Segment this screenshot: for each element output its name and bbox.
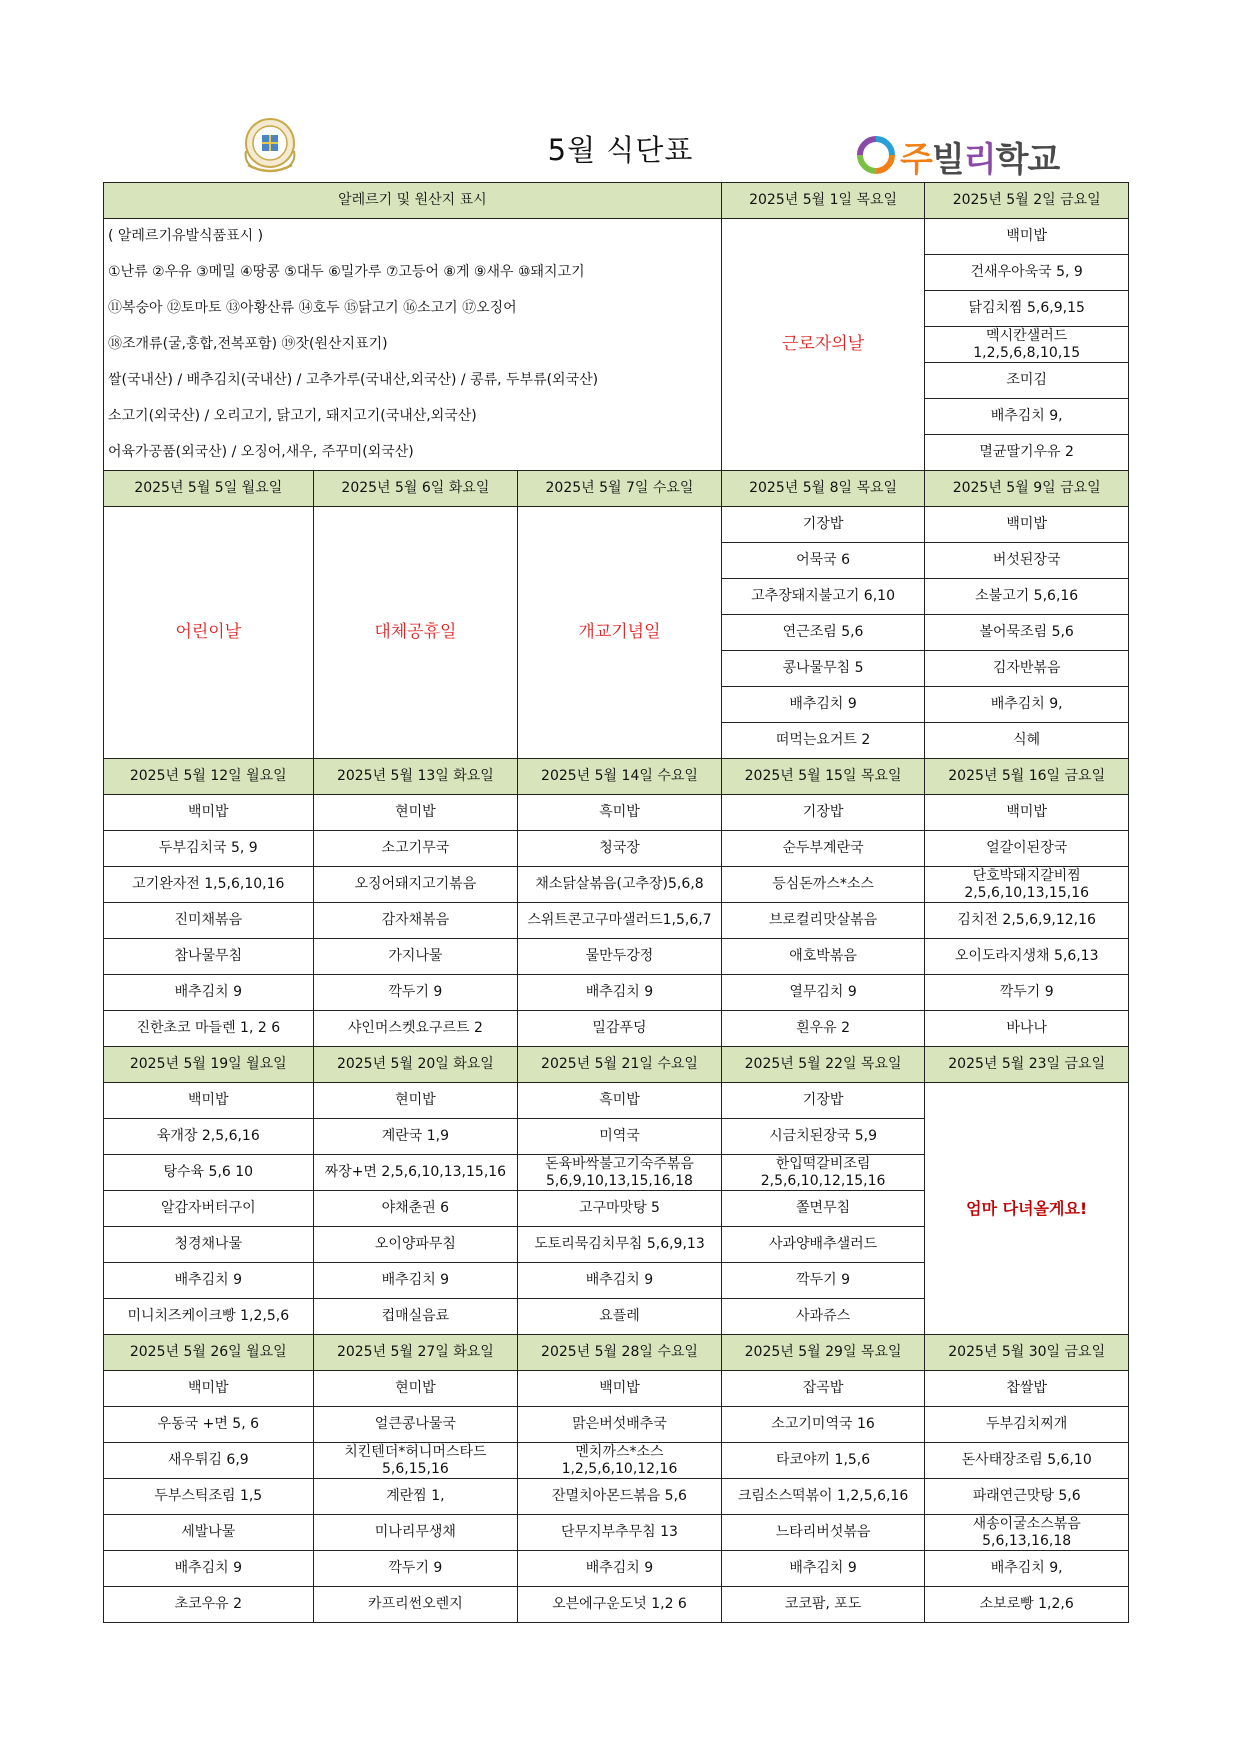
menu-cell: 건새우아욱국 5, 9 [925,255,1129,291]
menu-cell: 가지나물 [313,939,518,975]
allergy-line: 소고기(외국산) / 오리고기, 닭고기, 돼지고기(국내산,외국산) [104,399,722,435]
menu-cell: 오이도라지생채 5,6,13 [925,939,1129,975]
allergy-line: 쌀(국내산) / 배추김치(국내산) / 고추가루(국내산,외국산) / 콩류, 두부류(외국산) [104,363,722,399]
menu-cell: 컵매실음료 [313,1299,518,1335]
day-header: 2025년 5월 2일 금요일 [925,183,1129,219]
holiday-note: 대체공휴일 [313,507,518,759]
menu-cell: 백미밥 [925,219,1129,255]
menu-cell: 잡곡밥 [721,1371,925,1407]
day-header: 2025년 5월 6일 화요일 [313,471,518,507]
menu-cell: 돈사태장조림 5,6,10 [925,1443,1129,1479]
menu-cell: 배추김치 9 [721,1551,925,1587]
menu-cell: 단무지부추무침 13 [518,1515,722,1551]
menu-cell: 배추김치 9 [721,687,925,723]
menu-cell: 현미밥 [313,795,518,831]
menu-cell: 배추김치 9, [925,399,1129,435]
menu-cell: 새송이굴소스볶음 5,6,13,16,18 [925,1515,1129,1551]
menu-cell: 기장밥 [721,507,925,543]
day-header: 2025년 5월 22일 목요일 [721,1047,925,1083]
menu-cell: 잔멸치아몬드볶음 5,6 [518,1479,722,1515]
menu-cell: 얼큰콩나물국 [313,1407,518,1443]
menu-cell: 멸균딸기우유 2 [925,435,1129,471]
menu-cell: 샤인머스켓요구르트 2 [313,1011,518,1047]
menu-cell: 탕수육 5,6 10 [104,1155,314,1191]
menu-cell: 도토리묵김치무침 5,6,9,13 [518,1227,722,1263]
allergy-line: 어육가공품(외국산) / 오징어,새우, 주꾸미(외국산) [104,435,722,471]
menu-cell: 백미밥 [518,1371,722,1407]
menu-cell: 배추김치 9 [518,1263,722,1299]
allergy-line: ①난류 ②우유 ③메밀 ④땅콩 ⑤대두 ⑥밀가루 ⑦고등어 ⑧게 ⑨새우 ⑩돼지고기 [104,255,722,291]
day-header: 2025년 5월 9일 금요일 [925,471,1129,507]
day-header: 2025년 5월 15일 목요일 [721,759,925,795]
menu-cell: 배추김치 9 [104,1263,314,1299]
day-header: 2025년 5월 30일 금요일 [925,1335,1129,1371]
school-logo-text: 주빌리학교 [900,140,1060,180]
menu-cell: 떠먹는요거트 2 [721,723,925,759]
menu-cell: 볼어묵조림 5,6 [925,615,1129,651]
menu-cell: 두부김치국 5, 9 [104,831,314,867]
day-header: 2025년 5월 14일 수요일 [518,759,722,795]
menu-cell: 백미밥 [925,795,1129,831]
day-header: 2025년 5월 7일 수요일 [518,471,722,507]
menu-cell: 소고기미역국 16 [721,1407,925,1443]
menu-cell: 연근조림 5,6 [721,615,925,651]
menu-cell: 오이양파무침 [313,1227,518,1263]
menu-cell: 채소닭살볶음(고추장)5,6,8 [518,867,722,903]
menu-cell: 백미밥 [104,1083,314,1119]
menu-cell: 깍두기 9 [925,975,1129,1011]
day-header: 2025년 5월 23일 금요일 [925,1047,1129,1083]
day-header: 2025년 5월 21일 수요일 [518,1047,722,1083]
menu-cell: 흰우유 2 [721,1011,925,1047]
menu-cell: 코코팜, 포도 [721,1587,925,1623]
menu-cell: 깍두기 9 [313,1551,518,1587]
menu-cell: 크림소스떡볶이 1,2,5,6,16 [721,1479,925,1515]
menu-cell: 한입떡갈비조림 2,5,6,10,12,15,16 [721,1155,925,1191]
menu-cell: 타코야끼 1,5,6 [721,1443,925,1479]
menu-cell: 조미김 [925,363,1129,399]
menu-cell: 쫄면무침 [721,1191,925,1227]
menu-cell: 열무김치 9 [721,975,925,1011]
menu-cell: 카프리썬오렌지 [313,1587,518,1623]
day-header: 2025년 5월 20일 화요일 [313,1047,518,1083]
menu-cell: 콩나물무침 5 [721,651,925,687]
menu-cell: 현미밥 [313,1371,518,1407]
day-header: 2025년 5월 12일 월요일 [104,759,314,795]
menu-cell: 초코우유 2 [104,1587,314,1623]
menu-cell: 깍두기 9 [313,975,518,1011]
menu-cell: 진미채볶음 [104,903,314,939]
allergy-line: ( 알레르기유발식품표시 ) [104,219,722,255]
menu-cell: 배추김치 9, [925,687,1129,723]
menu-cell: 요플레 [518,1299,722,1335]
menu-cell: 김치전 2,5,6,9,12,16 [925,903,1129,939]
menu-cell: 미역국 [518,1119,722,1155]
menu-cell: 미니치즈케이크빵 1,2,5,6 [104,1299,314,1335]
day-header: 2025년 5월 26일 월요일 [104,1335,314,1371]
menu-cell: 물만두강정 [518,939,722,975]
day-header: 2025년 5월 16일 금요일 [925,759,1129,795]
menu-cell: 순두부계란국 [721,831,925,867]
menu-cell: 고구마맛탕 5 [518,1191,722,1227]
menu-cell: 새우튀김 6,9 [104,1443,314,1479]
menu-cell: 현미밥 [313,1083,518,1119]
menu-cell: 진한초코 마들렌 1, 2 6 [104,1011,314,1047]
menu-cell: 바나나 [925,1011,1129,1047]
menu-cell: 파래연근맛탕 5,6 [925,1479,1129,1515]
menu-cell: 육개장 2,5,6,16 [104,1119,314,1155]
menu-cell: 알감자버터구이 [104,1191,314,1227]
menu-cell: 배추김치 9, [925,1551,1129,1587]
menu-cell: 애호박볶음 [721,939,925,975]
menu-cell: 사과양배추샐러드 [721,1227,925,1263]
menu-cell: 청경채나물 [104,1227,314,1263]
menu-cell: 얼갈이된장국 [925,831,1129,867]
menu-cell: 흑미밥 [518,795,722,831]
menu-cell: 백미밥 [104,1371,314,1407]
menu-cell: 깍두기 9 [721,1263,925,1299]
menu-cell: 배추김치 9 [518,1551,722,1587]
menu-cell: 사과쥬스 [721,1299,925,1335]
menu-cell: 계란찜 1, [313,1479,518,1515]
menu-cell: 기장밥 [721,795,925,831]
menu-cell: 오징어돼지고기볶음 [313,867,518,903]
meal-table [103,182,1129,1623]
menu-cell: 멕시칸샐러드 1,2,5,6,8,10,15 [925,327,1129,363]
day-header: 2025년 5월 5일 월요일 [104,471,314,507]
menu-cell: 청국장 [518,831,722,867]
menu-cell: 식혜 [925,723,1129,759]
menu-cell: 버섯된장국 [925,543,1129,579]
menu-cell: 멘치까스*소스 1,2,5,6,10,12,16 [518,1443,722,1479]
jubilee-logo-icon [857,136,895,174]
menu-cell: 우동국 +면 5, 6 [104,1407,314,1443]
menu-cell: 백미밥 [925,507,1129,543]
special-note: 엄마 다녀올게요! [925,1083,1129,1335]
day-header: 2025년 5월 1일 목요일 [721,183,925,219]
menu-cell: 브로컬리맛살볶음 [721,903,925,939]
allergy-line: ⑪복숭아 ⑫토마토 ⑬아황산류 ⑭호두 ⑮닭고기 ⑯소고기 ⑰오징어 [104,291,722,327]
menu-cell: 밀감푸딩 [518,1011,722,1047]
menu-cell: 닭김치찜 5,6,9,15 [925,291,1129,327]
menu-cell: 소고기무국 [313,831,518,867]
menu-cell: 두부김치찌개 [925,1407,1129,1443]
menu-cell: 배추김치 9 [518,975,722,1011]
holiday-note: 개교기념일 [518,507,722,759]
page-title: 5월 식단표 [547,133,694,167]
menu-cell: 소불고기 5,6,16 [925,579,1129,615]
menu-cell: 흑미밥 [518,1083,722,1119]
menu-cell: 소보로빵 1,2,6 [925,1587,1129,1623]
holiday-note: 근로자의날 [721,219,925,471]
menu-cell: 돈육바싹불고기숙주볶음 5,6,9,10,13,15,16,18 [518,1155,722,1191]
menu-cell: 느타리버섯볶음 [721,1515,925,1551]
allergy-header: 알레르기 및 원산지 표시 [104,183,722,219]
day-header: 2025년 5월 28일 수요일 [518,1335,722,1371]
menu-cell: 세발나물 [104,1515,314,1551]
menu-cell: 기장밥 [721,1083,925,1119]
menu-cell: 고기완자전 1,5,6,10,16 [104,867,314,903]
day-header: 2025년 5월 29일 목요일 [721,1335,925,1371]
menu-cell: 미나리무생채 [313,1515,518,1551]
menu-cell: 짜장+면 2,5,6,10,13,15,16 [313,1155,518,1191]
menu-cell: 맑은버섯배추국 [518,1407,722,1443]
menu-cell: 두부스틱조림 1,5 [104,1479,314,1515]
menu-cell: 오븐에구운도넛 1,2 6 [518,1587,722,1623]
menu-cell: 백미밥 [104,795,314,831]
menu-cell: 스위트콘고구마샐러드1,5,6,7 [518,903,722,939]
holiday-note: 어린이날 [104,507,314,759]
day-header: 2025년 5월 8일 목요일 [721,471,925,507]
menu-cell: 배추김치 9 [104,1551,314,1587]
menu-cell: 김자반볶음 [925,651,1129,687]
menu-cell: 배추김치 9 [313,1263,518,1299]
menu-cell: 어묵국 6 [721,543,925,579]
menu-cell: 찹쌀밥 [925,1371,1129,1407]
menu-cell: 단호박돼지갈비찜 2,5,6,10,13,15,16 [925,867,1129,903]
menu-cell: 참나물무침 [104,939,314,975]
menu-cell: 등심돈까스*소스 [721,867,925,903]
menu-cell: 계란국 1,9 [313,1119,518,1155]
menu-cell: 고추장돼지불고기 6,10 [721,579,925,615]
menu-cell: 치킨텐더*허니머스타드 5,6,15,16 [313,1443,518,1479]
menu-cell: 배추김치 9 [104,975,314,1011]
menu-cell: 감자채볶음 [313,903,518,939]
allergy-line: ⑱조개류(굴,홍합,전복포함) ⑲잣(원산지표기) [104,327,722,363]
day-header: 2025년 5월 27일 화요일 [313,1335,518,1371]
day-header: 2025년 5월 19일 월요일 [104,1047,314,1083]
menu-cell: 야채춘권 6 [313,1191,518,1227]
menu-cell: 시금치된장국 5,9 [721,1119,925,1155]
day-header: 2025년 5월 13일 화요일 [313,759,518,795]
